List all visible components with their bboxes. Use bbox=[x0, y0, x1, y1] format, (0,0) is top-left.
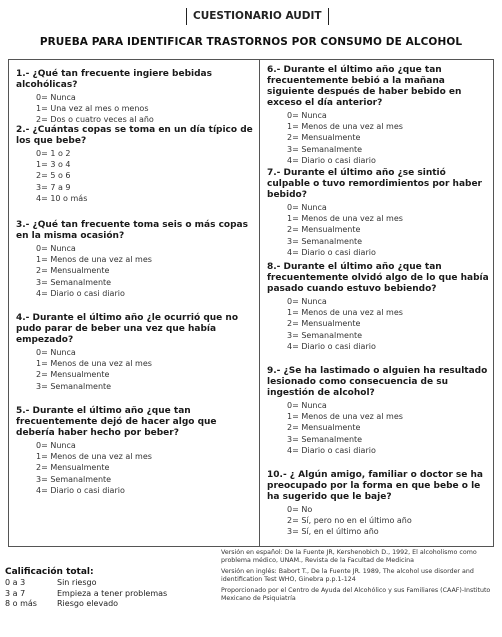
answer-option: 1= Menos de una vez al mes bbox=[36, 359, 152, 369]
answer-option: 3= Semanalmente bbox=[287, 330, 363, 340]
question-5 bbox=[16, 406, 255, 496]
answer-options bbox=[287, 504, 490, 538]
answer-option: 1= Menos de una vez al mes bbox=[287, 412, 403, 422]
answer-options bbox=[36, 347, 255, 392]
reference-provider: Proporcionado por el Centro de Ayuda del Alcohólico y sus Familiares (CAAF)-Instituto Mexicano de Psiquiatría bbox=[221, 587, 491, 602]
answer-option: 0= Nunca bbox=[36, 348, 76, 357]
answer-options bbox=[36, 243, 255, 299]
score-label: Sin riesgo bbox=[57, 578, 97, 587]
column-divider bbox=[259, 60, 260, 546]
question-text: 8.- Durante el último año ¿que tan frecuentemente olvidó algo de lo que había pasado cuando estuvo bebiendo? bbox=[267, 262, 489, 294]
document-title: CUESTIONARIO AUDIT bbox=[186, 8, 329, 25]
references-section bbox=[221, 549, 499, 606]
answer-option: 2= Mensualmente bbox=[287, 319, 361, 329]
answer-option: 4= 10 o más bbox=[36, 193, 88, 203]
question-text: 3.- ¿Qué tan frecuente toma seis o más copas en la misma ocasión? bbox=[16, 220, 248, 241]
question-9 bbox=[267, 366, 490, 456]
answer-option: 1= Menos de una vez al mes bbox=[287, 308, 403, 318]
answer-option: 4= Diario o casi diario bbox=[287, 341, 376, 351]
answer-option: 3= Semanalmente bbox=[36, 381, 112, 391]
answer-option: 4= Diario o casi diario bbox=[287, 155, 376, 165]
answer-options bbox=[287, 202, 490, 258]
answer-option: 0= Nunca bbox=[287, 203, 327, 212]
question-text: 5.- Durante el último año ¿que tan frecuentemente dejó de hacer algo que debería haber hecho por beber? bbox=[16, 406, 217, 438]
answer-option: 2= 5 o 6 bbox=[36, 171, 71, 181]
reference-english: Versión en inglés: Babort T., De la Fuente JR. 1989, The alcohol use disorder and identification Test WHO, Ginebra p.p.1-124 bbox=[221, 568, 474, 583]
answer-option: 3= Semanalmente bbox=[287, 236, 363, 246]
answer-option: 1= Menos de una vez al mes bbox=[36, 452, 152, 462]
answer-option: 0= Nunca bbox=[287, 297, 327, 306]
reference-spanish: Versión en español: De la Fuente JR, Kershenobich D., 1992, El alcoholismo como problema médico, UNAM., Revista de la Facultad de Medicina bbox=[221, 549, 477, 564]
answer-option: 3= 7 a 9 bbox=[36, 182, 71, 192]
score-range: 3 a 7 bbox=[5, 588, 26, 598]
answer-option: 1= Menos de una vez al mes bbox=[287, 122, 403, 132]
answer-options bbox=[287, 110, 490, 166]
question-text: 7.- Durante el último año ¿se sintió culpable o tuvo remordimientos por haber bebido? bbox=[267, 168, 482, 200]
question-3 bbox=[16, 220, 255, 299]
answer-option: 3= Sí, en el último año bbox=[287, 527, 379, 537]
answer-options bbox=[36, 148, 255, 204]
score-range: 0 a 3 bbox=[5, 578, 26, 587]
question-2 bbox=[16, 125, 255, 204]
answer-option: 2= Sí, pero no en el último año bbox=[287, 516, 412, 526]
answer-option: 2= Mensualmente bbox=[287, 423, 361, 433]
score-range: 8 o más bbox=[5, 599, 37, 608]
question-8 bbox=[267, 262, 490, 352]
question-4 bbox=[16, 313, 255, 392]
scoring-row bbox=[5, 589, 215, 600]
answer-option: 2= Mensualmente bbox=[36, 463, 110, 473]
scoring-section bbox=[5, 566, 215, 610]
answer-option: 3= Semanalmente bbox=[287, 434, 363, 444]
question-text: 1.- ¿Qué tan frecuente ingiere bebidas alcohólicas? bbox=[16, 69, 212, 90]
question-text: 10.- ¿ Algún amigo, familiar o doctor se ha preocupado por la forma en que bebe o le ha sugerido que le baje? bbox=[267, 470, 483, 502]
answer-option: 0= Nunca bbox=[36, 93, 76, 102]
answer-option: 0= Nunca bbox=[36, 441, 76, 450]
question-1 bbox=[16, 69, 255, 126]
answer-option: 4= Diario o casi diario bbox=[287, 445, 376, 455]
answer-option: 1= Una vez al mes o menos bbox=[36, 104, 149, 114]
scoring-title: Calificación total: bbox=[5, 567, 94, 577]
answer-option: 1= Menos de una vez al mes bbox=[287, 214, 403, 224]
answer-option: 2= Dos o cuatro veces al año bbox=[36, 115, 154, 125]
answer-option: 2= Mensualmente bbox=[287, 225, 361, 235]
question-6 bbox=[267, 65, 490, 166]
answer-options bbox=[287, 400, 490, 456]
question-7 bbox=[267, 168, 490, 258]
answer-option: 3= Semanalmente bbox=[287, 144, 363, 154]
score-label: Riesgo elevado bbox=[57, 599, 119, 608]
answer-option: 1= 3 o 4 bbox=[36, 160, 71, 170]
scoring-row bbox=[5, 599, 215, 610]
score-label: Empieza a tener problemas bbox=[57, 588, 168, 598]
question-10 bbox=[267, 470, 490, 538]
answer-option: 2= Mensualmente bbox=[36, 266, 110, 276]
answer-option: 1= Menos de una vez al mes bbox=[36, 255, 152, 265]
answer-option: 0= 1 o 2 bbox=[36, 149, 71, 158]
questionnaire-panel bbox=[8, 59, 494, 547]
document-subtitle: PRUEBA PARA IDENTIFICAR TRASTORNOS POR CONSUMO DE ALCOHOL bbox=[39, 36, 463, 48]
answer-option: 0= Nunca bbox=[36, 244, 76, 253]
question-text: 4.- Durante el último año ¿le ocurrió que no pudo parar de beber una vez que había empezado? bbox=[16, 313, 239, 345]
answer-option: 4= Diario o casi diario bbox=[287, 247, 376, 257]
answer-options bbox=[36, 440, 255, 496]
answer-options bbox=[36, 92, 255, 126]
answer-option: 2= Mensualmente bbox=[36, 370, 110, 380]
answer-option: 0= Nunca bbox=[287, 111, 327, 120]
scoring-row bbox=[5, 578, 215, 589]
answer-option: 4= Diario o casi diario bbox=[36, 485, 125, 495]
answer-option: 4= Diario o casi diario bbox=[36, 288, 125, 298]
answer-option: 2= Mensualmente bbox=[287, 133, 361, 143]
answer-option: 3= Semanalmente bbox=[36, 277, 112, 287]
answer-option: 3= Semanalmente bbox=[36, 474, 112, 484]
question-text: 9.- ¿Se ha lastimado o alguien ha resultado lesionado como consecuencia de su ingestión de alcohol? bbox=[267, 366, 488, 398]
answer-option: 0= Nunca bbox=[287, 401, 327, 410]
question-text: 6.- Durante el último año ¿que tan frecuentemente bebió a la mañana siguiente después de haber bebido en exceso el día anterior? bbox=[267, 65, 462, 108]
question-text: 2.- ¿Cuántas copas se toma en un día típico de los que bebe? bbox=[16, 125, 253, 146]
answer-options bbox=[287, 296, 490, 352]
answer-option: 0= No bbox=[287, 505, 313, 514]
